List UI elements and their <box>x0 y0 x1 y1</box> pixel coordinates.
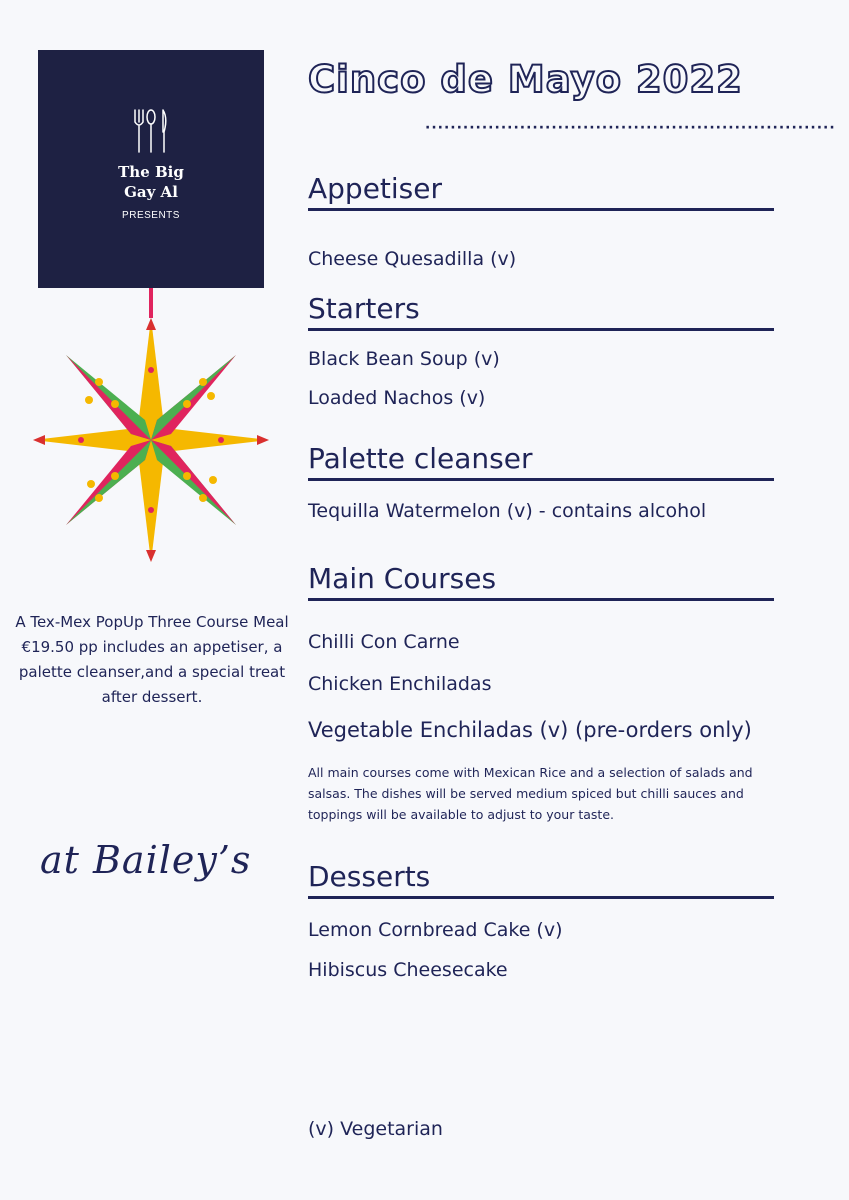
title-divider: ································································· <box>425 120 836 136</box>
menu-item: Hibiscus Cheesecake <box>308 959 508 981</box>
section-heading-palette-cleanser: Palette cleanser <box>308 442 774 481</box>
logo-title: The Big Gay Al <box>118 163 184 201</box>
menu-item: Black Bean Soup (v) <box>308 348 500 370</box>
pinata-star-icon <box>30 288 275 563</box>
menu-item: Loaded Nachos (v) <box>308 387 486 409</box>
section-heading-starters: Starters <box>308 292 774 331</box>
logo-box <box>38 50 264 288</box>
menu-item: Cheese Quesadilla (v) <box>308 248 517 270</box>
menu-item: Tequilla Watermelon (v) - contains alcohol <box>308 500 707 522</box>
venue-label: at Bailey’s <box>40 838 252 882</box>
utensils-icon <box>131 108 171 154</box>
menu-item: Lemon Cornbread Cake (v) <box>308 919 563 941</box>
main-courses-note: All main courses come with Mexican Rice and a selection of salads and salsas. The dishes will be served medium spiced but chilli sauces and toppings will be available to adjust to your taste. <box>308 765 753 822</box>
menu-item: Chilli Con Carne <box>308 631 460 653</box>
event-description: A Tex-Mex PopUp Three Course Meal €19.50 pp includes an appetiser, a palette cleanser,and a special treat after dessert. <box>15 613 289 706</box>
section-heading-appetiser: Appetiser <box>308 172 774 211</box>
vegetarian-legend: (v) Vegetarian <box>308 1118 443 1140</box>
menu-item: Chicken Enchiladas <box>308 673 492 695</box>
logo-subtitle: PRESENTS <box>122 210 180 221</box>
menu-item: Vegetable Enchiladas (v) (pre-orders only) <box>308 718 752 742</box>
section-heading-main-courses: Main Courses <box>308 562 774 601</box>
page-title: Cinco de Mayo 2022 <box>308 58 743 101</box>
section-heading-desserts: Desserts <box>308 860 774 899</box>
